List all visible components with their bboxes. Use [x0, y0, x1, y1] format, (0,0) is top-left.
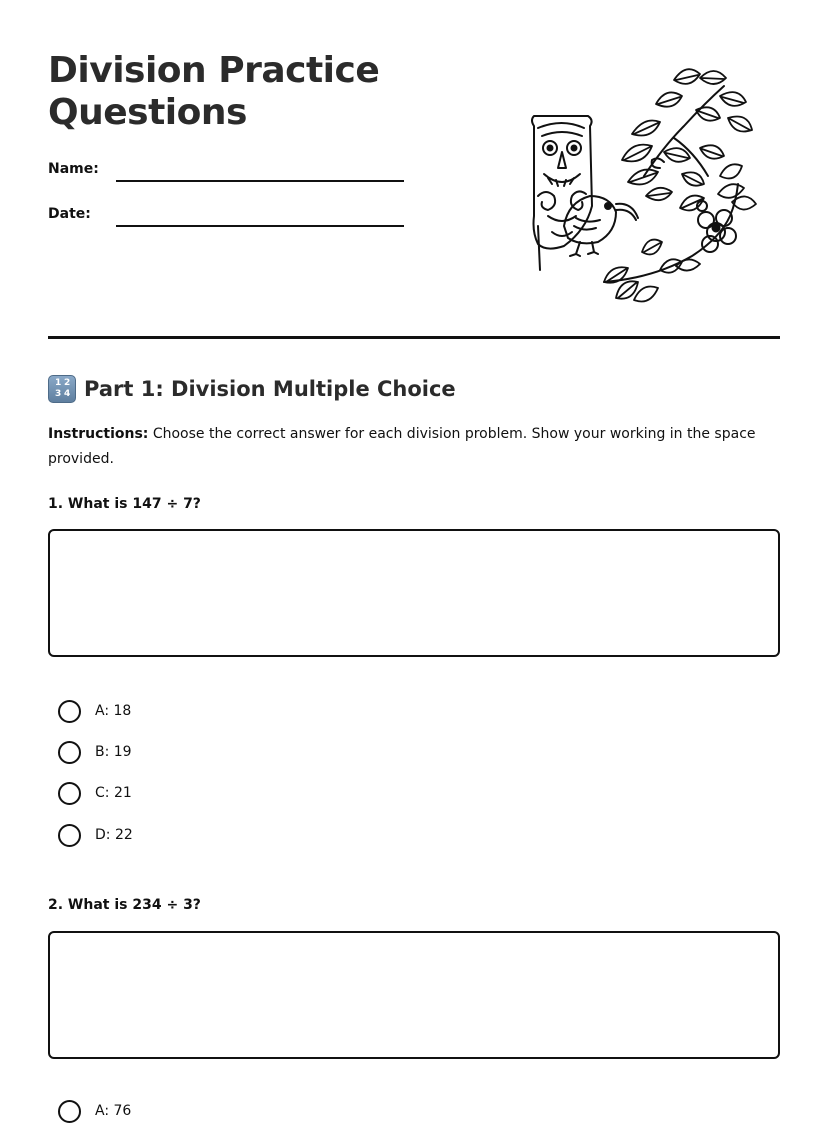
radio-circle-icon[interactable]	[58, 1100, 81, 1123]
name-field-row	[48, 160, 408, 190]
name-line[interactable]	[116, 180, 404, 182]
question-1-option-b[interactable]	[58, 740, 132, 764]
input-numbers-keycap-icon	[48, 375, 76, 403]
question-1-working-space[interactable]	[48, 529, 780, 657]
question-1-prompt: 1. What is 147 ÷ 7?	[48, 496, 201, 512]
option-label: C: 21	[95, 785, 132, 801]
option-label: B: 19	[95, 744, 132, 760]
option-label: A: 18	[95, 703, 132, 719]
question-2-prompt: 2. What is 234 ÷ 3?	[48, 897, 201, 913]
part-1-title: Part 1: Division Multiple Choice	[84, 377, 456, 401]
tiki-kiwi-foliage-illustration-icon	[524, 56, 764, 312]
option-label: A: 76	[95, 1103, 132, 1119]
question-1-option-d[interactable]	[58, 823, 133, 847]
radio-circle-icon[interactable]	[58, 824, 81, 847]
question-1-option-a[interactable]	[58, 699, 131, 723]
header-divider	[48, 336, 780, 339]
question-2-option-a[interactable]	[58, 1099, 131, 1123]
page-title: Division Practice Questions	[48, 50, 380, 133]
keycap-digit-3: 3	[55, 389, 62, 399]
option-label: D: 22	[95, 827, 133, 843]
radio-circle-icon[interactable]	[58, 700, 81, 723]
instructions-text: Choose the correct answer for each division problem. Show your working in the space provided.	[48, 426, 756, 467]
name-label: Name:	[48, 161, 99, 177]
radio-circle-icon[interactable]	[58, 741, 81, 764]
date-field-row	[48, 205, 408, 235]
part-1-heading	[48, 374, 456, 404]
instructions	[48, 422, 780, 472]
date-label: Date:	[48, 206, 91, 222]
date-line[interactable]	[116, 225, 404, 227]
keycap-digit-1: 1	[55, 378, 62, 388]
instructions-label: Instructions:	[48, 426, 149, 442]
keycap-digit-2: 2	[64, 378, 71, 388]
question-1-option-c[interactable]	[58, 781, 132, 805]
question-2-working-space[interactable]	[48, 931, 780, 1059]
keycap-digit-4: 4	[64, 389, 71, 399]
radio-circle-icon[interactable]	[58, 782, 81, 805]
